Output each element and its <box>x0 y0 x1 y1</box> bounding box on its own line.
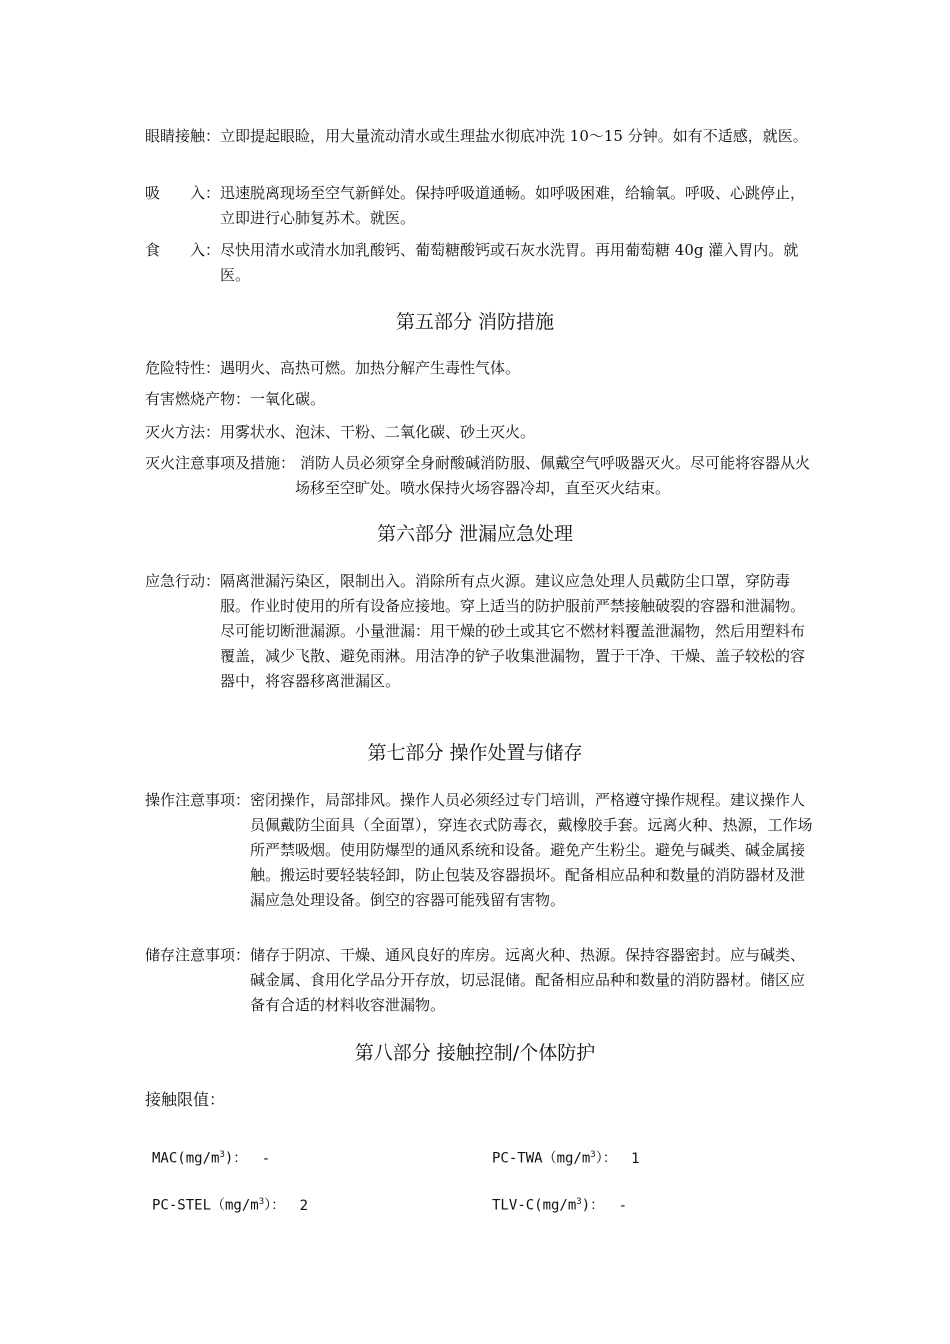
pc-twa-value: 1 <box>631 1150 640 1167</box>
fire-precautions-text: 消防人员必须穿全身耐酸碱消防服、佩戴空气呼吸器灭火。尽可能将容器从火场移至空旷处。喷水保持火场容器冷却，直至灭火结束。 <box>295 454 811 497</box>
fire-precautions-entry <box>145 451 825 501</box>
extinguish-method-label: 灭火方法： <box>145 423 221 441</box>
inhalation-entry <box>145 181 820 231</box>
section8-title: 第八部分 接触控制/个体防护 <box>354 1042 596 1064</box>
extinguish-method-entry <box>145 420 820 445</box>
hazard-label: 危险特性： <box>145 359 221 377</box>
mac-sup: 3 <box>219 1150 225 1160</box>
handling-text: 密闭操作，局部排风。操作人员必须经过专门培训，严格遵守操作规程。建议操作人员佩戴防尘面具（全面罩），穿连衣式防毒衣，戴橡胶手套。远离火种、热源，工作场所严禁吸烟。使用防爆型的通风系统和设备。避免产生粉尘。避免与碱类、碱金属接触。搬运时要轻装轻卸，防止包装及容器损坏。配备相应品种和数量的消防器材及泄漏应急处理设备。倒空的容器可能残留有害物。 <box>250 791 813 909</box>
emergency-text: 隔离泄漏污染区，限制出入。消除所有点火源。建议应急处理人员戴防尘口罩，穿防毒服。作业时使用的所有设备应接地。穿上适当的防护服前严禁接触破裂的容器和泄漏物。尽可能切断泄漏源。小量泄漏：用干燥的砂土或其它不燃材料覆盖泄漏物，然后用塑料布覆盖，减少飞散、避免雨淋。用洁净的铲子收集泄漏物，置于干净、干燥、盖子较松的容器中，将容器移离泄漏区。 <box>220 572 806 690</box>
pc-stel-suffix: ）： <box>264 1197 286 1214</box>
hazard-entry <box>145 356 820 381</box>
mac-limit <box>152 1145 270 1169</box>
storage-label: 储存注意事项： <box>145 946 251 964</box>
combustion-entry <box>145 387 820 412</box>
pc-stel-sup: 3 <box>258 1197 265 1207</box>
handling-label: 操作注意事项： <box>145 791 251 809</box>
storage-text: 储存于阴凉、干燥、通风良好的库房。远离火种、热源。保持容器密封。应与碱类、碱金属、食用化学品分开存放，切忌混储。配备相应品种和数量的消防器材。储区应备有合适的材料收容泄漏物。 <box>250 946 806 1014</box>
ingestion-label: 食 入： <box>145 241 221 259</box>
combustion-label: 有害燃烧产物： <box>145 390 251 408</box>
inhalation-label: 吸 入： <box>145 184 221 202</box>
ingestion-text: 尽快用清水或清水加乳酸钙、葡萄糖酸钙或石灰水洗胃。再用葡萄糖 40g 灌入胃内。就医。 <box>220 241 799 284</box>
eye-contact-text: 立即提起眼睑，用大量流动清水或生理盐水彻底冲洗 10～15 分钟。如有不适感，就医。 <box>220 127 808 145</box>
tlv-c-suffix: )： <box>581 1197 605 1214</box>
pc-stel-label: PC-STEL（mg/m <box>152 1197 259 1214</box>
inhalation-text: 迅速脱离现场至空气新鲜处。保持呼吸道通畅。如呼吸困难，给输氧。呼吸、心跳停止，立即进行心肺复苏术。就医。 <box>220 184 806 227</box>
mac-value: - <box>261 1150 271 1167</box>
fire-precautions-label: 灭火注意事项及措施： <box>145 454 296 472</box>
pc-stel-limit <box>152 1192 308 1216</box>
tlv-c-sup: 3 <box>576 1197 582 1207</box>
tlv-c-limit <box>492 1192 627 1216</box>
handling-entry <box>145 788 817 913</box>
extinguish-method-text: 用雾状水、泡沫、干粉、二氧化碳、砂土灭火。 <box>220 423 536 441</box>
storage-entry <box>145 943 817 1018</box>
exposure-limits-label: 接触限值： <box>145 1090 226 1109</box>
pc-twa-label: PC-TWA（mg/m <box>492 1150 591 1167</box>
section5-title: 第五部分 消防措施 <box>395 311 555 333</box>
pc-twa-sup: 3 <box>590 1150 596 1160</box>
ingestion-entry <box>145 238 820 288</box>
pc-stel-value: 2 <box>299 1197 309 1214</box>
hazard-text: 遇明火、高热可燃。加热分解产生毒性气体。 <box>220 359 521 377</box>
emergency-label: 应急行动： <box>145 572 221 590</box>
pc-twa-suffix: ）： <box>595 1150 617 1167</box>
section6-title: 第六部分 泄漏应急处理 <box>376 523 574 545</box>
mac-label: MAC(mg/m <box>152 1150 220 1167</box>
tlv-c-label: TLV-C(mg/m <box>492 1197 577 1214</box>
mac-suffix: )： <box>224 1150 248 1167</box>
pc-twa-limit <box>492 1145 640 1169</box>
tlv-c-value: - <box>618 1197 628 1214</box>
eye-contact-entry <box>145 124 820 149</box>
combustion-text: 一氧化碳。 <box>250 390 326 408</box>
emergency-entry <box>145 569 817 694</box>
eye-contact-label: 眼睛接触： <box>145 127 221 145</box>
section7-title: 第七部分 操作处置与储存 <box>367 742 583 764</box>
